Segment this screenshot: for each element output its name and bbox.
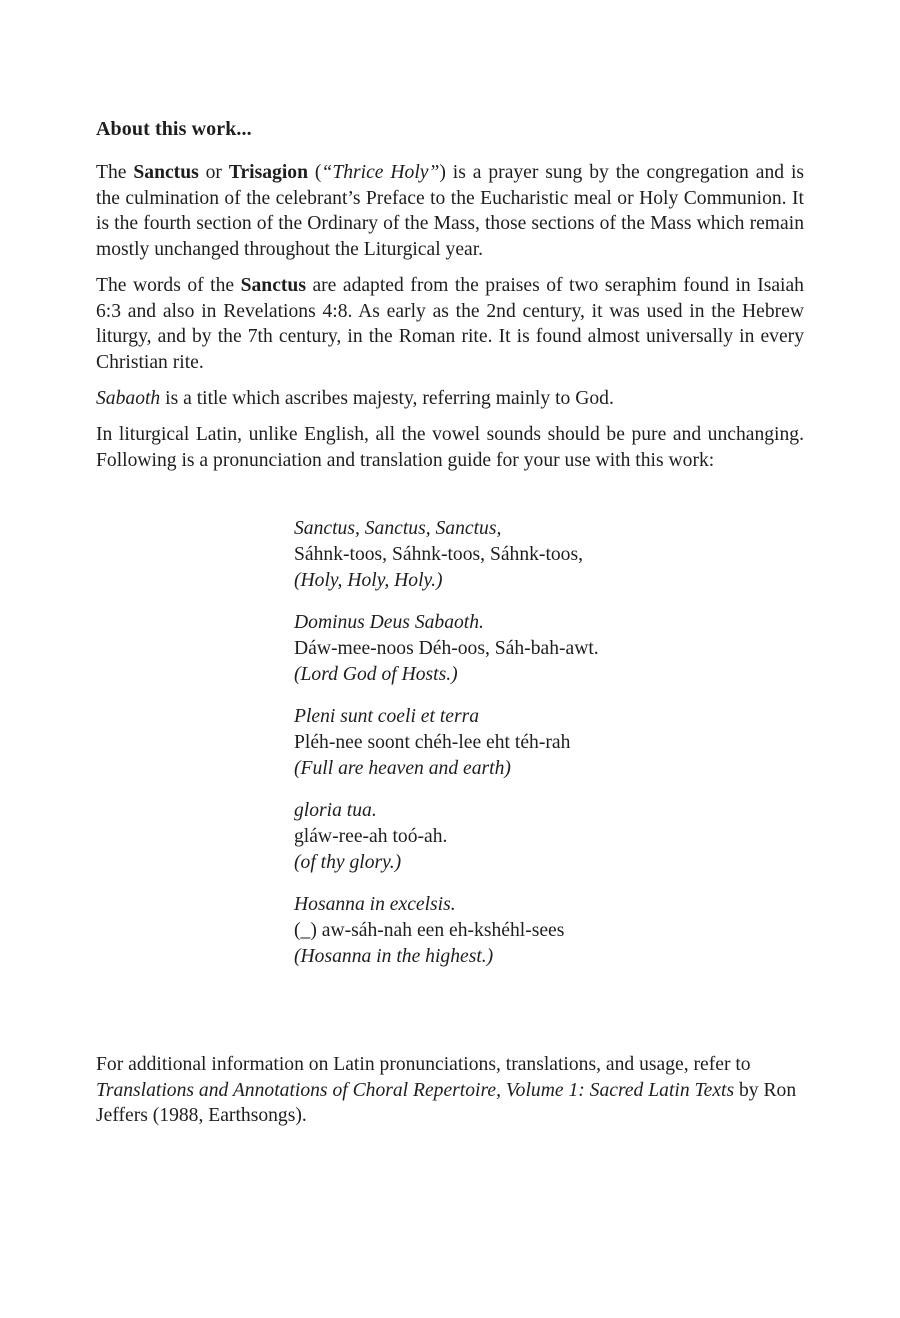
text: by Ron Jeffers (1988, Earthsongs). [96,1079,797,1127]
italic-sabaoth: Sabaoth [96,388,161,409]
latin-line: Sanctus, Sanctus, Sanctus, [294,518,502,539]
text: is a title which ascribes majesty, referring mainly to God. [160,388,614,409]
text: The words of the [96,275,241,296]
italic-book-title: Translations and Annotations of Choral Repertoire, Volume 1: Sacred Latin Texts [96,1079,735,1101]
latin-line: gloria tua. [294,800,377,821]
guide-verse [294,704,570,782]
intro-paragraph [96,160,804,263]
guide-verse [294,610,599,688]
text: ( [307,162,322,183]
text: ) is a prayer sung by the congregation and is the culmination of the celebrant’s Preface to the Eucharistic meal or Holy Communion. It is the fourth section of the Ordinary of the Mass, those sections of the Mass which remain mostly unchanged throughout the Liturgical year. [96,162,805,261]
bold-term-sanctus: Sanctus [240,275,306,296]
page-title: About this work... [96,118,252,140]
guide-verse [294,798,447,876]
bold-term-sanctus: Sanctus [133,162,199,183]
text: For additional information on Latin pronunciations, translations, and usage, refer to [96,1054,751,1075]
pronunciation-line: Dáw-mee-noos Déh-oos, Sáh-bah-awt. [294,638,599,659]
translation-line: (of thy glory.) [294,852,402,873]
bold-term-trisagion: Trisagion [228,162,308,183]
latin-line: Dominus Deus Sabaoth. [294,612,484,633]
text: are adapted from the praises of two seraphim found in Isaiah 6:3 and also in Revelations 4:8. As early as the 2nd century, it was used in the Hebrew liturgy, and by the 7th century, in the Roman rite. It is found almost universally in every Christian rite. [96,275,804,374]
guide-verse [294,516,583,594]
latin-line: Pleni sunt coeli et terra [294,706,480,727]
latin-line: Hosanna in excelsis. [294,894,456,915]
guide-verse [294,892,564,970]
pronunciation-line: Sáhnk-toos, Sáhnk-toos, Sáhnk-toos, [294,544,584,565]
reference-paragraph [96,1052,804,1129]
origin-paragraph [96,273,804,376]
sabaoth-paragraph [96,386,804,412]
pronunciation-line: Pléh-nee soont chéh-lee eht téh-rah [294,732,571,753]
italic-thrice-holy: “Thrice Holy” [321,162,440,183]
pronunciation-line: gláw-ree-ah toó-ah. [294,826,448,847]
pronunciation-intro-paragraph: In liturgical Latin, unlike English, all the vowel sounds should be pure and unchanging. Following is a pronunciation and translation guide for your use with this work: [96,424,804,471]
translation-line: (Hosanna in the highest.) [294,946,494,967]
text: The [96,162,134,183]
translation-line: (Holy, Holy, Holy.) [294,570,443,591]
translation-line: (Full are heaven and earth) [294,758,511,779]
pronunciation-line: (_) aw-sáh-nah een eh-kshéhl-sees [294,920,565,941]
text: or [198,162,229,183]
translation-line: (Lord God of Hosts.) [294,664,458,685]
